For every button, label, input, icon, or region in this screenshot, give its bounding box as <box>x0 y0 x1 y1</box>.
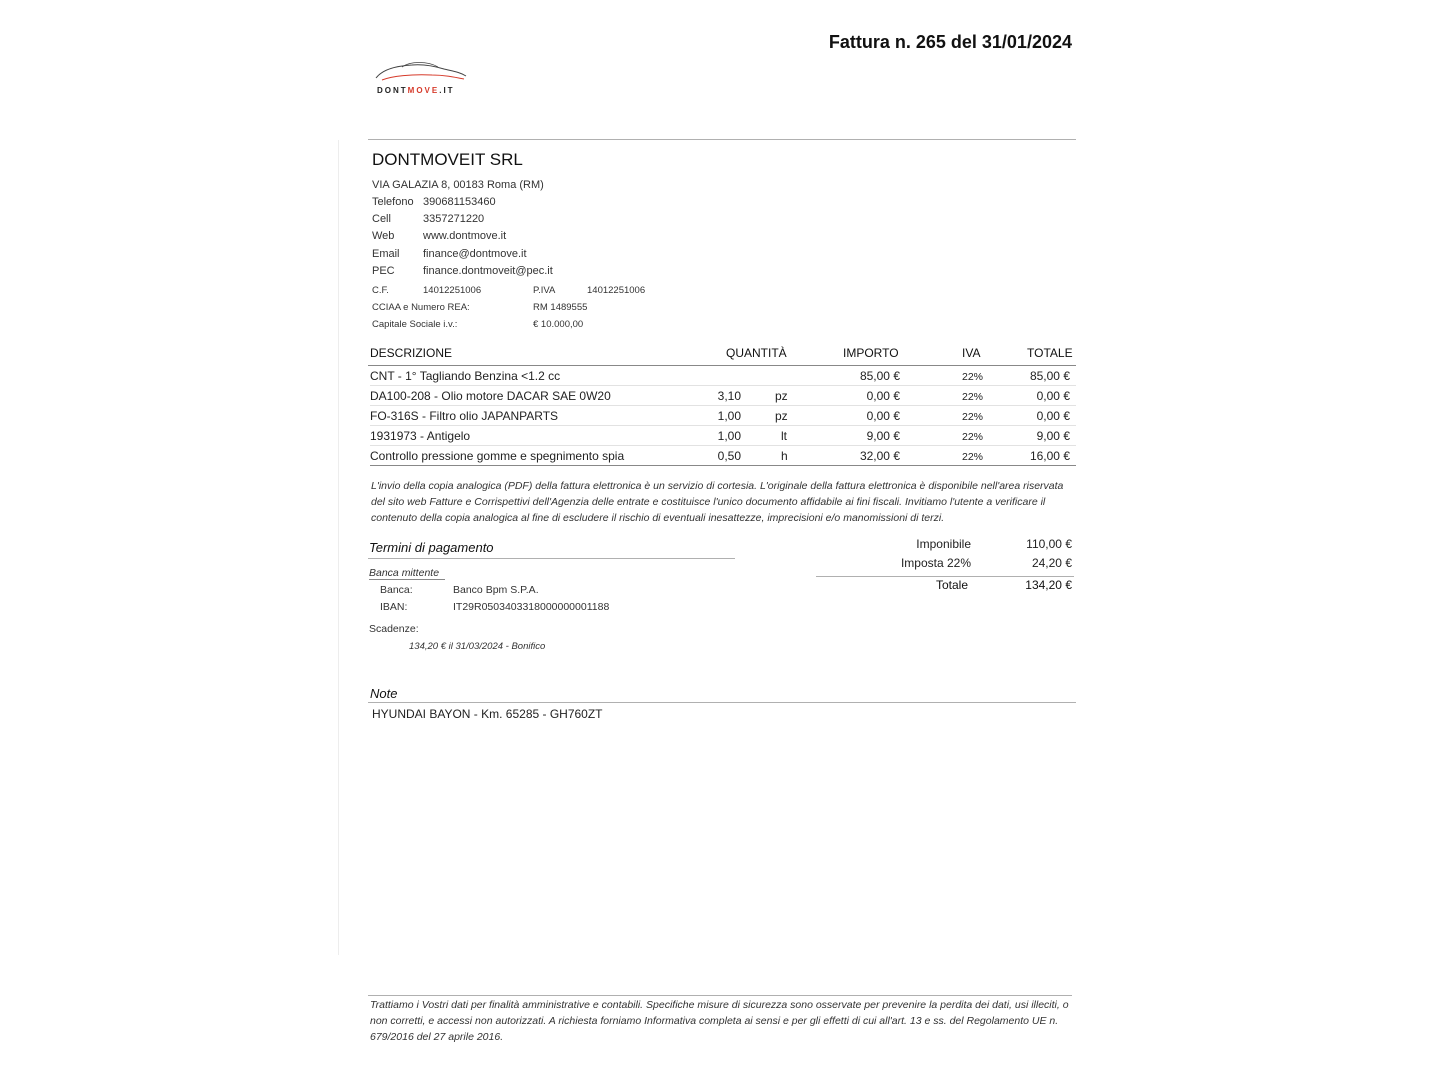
item-unit: pz <box>775 409 788 423</box>
item-iva: 22% <box>962 431 984 443</box>
bank-label: Banca: <box>380 584 413 596</box>
privacy-footer: Trattiamo i Vostri dati per finalità amministrative e contabili. Specifiche misure di sicurezza sono osservate per prevenire la perdita dei dati, usi illeciti, o non corretti, e accessi non autorizzati. A richiesta forniamo Informativa completa ai sensi e per gli effetti di cui all'art. 13 e ss. del Regolamento UE n. 679/2016 del 27 aprile 2016. <box>370 999 1069 1043</box>
company-address: VIA GALAZIA 8, 00183 Roma (RM) <box>372 179 544 191</box>
item-quantity: 1,00 <box>717 409 741 423</box>
contact-label: Web <box>372 230 395 242</box>
item-importo: 0,00 € <box>866 389 900 403</box>
imponibile-value: 110,00 € <box>1026 537 1072 551</box>
item-description: 1931973 - Antigelo <box>370 429 471 443</box>
rea-value: RM 1489555 <box>533 302 588 313</box>
item-importo: 32,00 € <box>859 449 900 463</box>
item-description: Controllo pressione gomme e spegnimento spia <box>370 449 625 463</box>
capitale-value: € 10.000,00 <box>533 319 584 330</box>
contact-label: PEC <box>372 265 395 277</box>
item-totale: 85,00 € <box>1029 369 1070 383</box>
item-iva: 22% <box>962 411 984 423</box>
table-row <box>370 386 1076 406</box>
contact-pec-link[interactable]: finance.dontmoveit@pec.it <box>423 265 553 277</box>
item-importo: 0,00 € <box>866 409 900 423</box>
item-iva: 22% <box>962 371 984 383</box>
header-quantita: QUANTITÀ <box>726 346 787 360</box>
table-row <box>370 366 1076 386</box>
invoice-title: Fattura n. 265 del 31/01/2024 <box>828 32 1072 52</box>
contact-cell: 3357271220 <box>423 213 485 225</box>
item-unit: pz <box>775 389 788 403</box>
imponibile-label: Imponibile <box>916 537 971 551</box>
contact-label: Cell <box>372 213 391 225</box>
bank-value: Banco Bpm S.P.A. <box>453 584 539 596</box>
table-row <box>370 406 1076 426</box>
header-iva: IVA <box>962 346 981 360</box>
contact-label: Email <box>372 248 400 260</box>
item-totale: 9,00 € <box>1036 429 1070 443</box>
cf-value: 14012251006 <box>423 285 482 296</box>
cf-label: C.F. <box>372 285 389 296</box>
item-description: DA100-208 - Olio motore DACAR SAE 0W20 <box>370 389 611 403</box>
item-totale: 16,00 € <box>1029 449 1070 463</box>
header-totale: TOTALE <box>1027 346 1073 360</box>
iban-value: IT29R0503403318000000001188 <box>453 601 610 613</box>
contact-label: Telefono <box>372 196 414 208</box>
notes-title: Note <box>370 686 398 701</box>
header-importo: IMPORTO <box>843 346 899 360</box>
item-description: CNT - 1° Tagliando Benzina <1.2 cc <box>370 369 561 383</box>
pdf-disclaimer: L'invio della copia analogica (PDF) della fattura elettronica è un servizio di cortesia. L'originale della fattura elettronica è disponibile nell'area riservata del sito web Fatture e Corrispettivi dell'Agenzia delle entrate e costituisce l'unico documento affidabile ai fini fiscali. Invitiamo l'utente a verificare il contenuto della copia analogica al fine di escludere il rischio di eventuali inesattezze, imprecisioni e/o manomissioni di terzi. <box>371 480 1064 524</box>
scadenze-value: 134,20 € il 31/03/2024 - Bonifico <box>409 641 546 652</box>
rea-label: CCIAA e Numero REA: <box>372 302 470 313</box>
scadenze-label: Scadenze: <box>369 623 419 635</box>
company-logo <box>372 56 472 100</box>
imposta-label: Imposta 22% <box>900 556 971 570</box>
item-description: FO-316S - Filtro olio JAPANPARTS <box>370 409 559 423</box>
totale-value: 134,20 € <box>1025 578 1072 592</box>
item-iva: 22% <box>962 391 984 403</box>
item-unit: lt <box>781 429 787 443</box>
item-quantity: 3,10 <box>717 389 741 403</box>
payment-terms-divider <box>368 558 735 559</box>
item-importo: 85,00 € <box>859 369 900 383</box>
item-quantity: 1,00 <box>717 429 741 443</box>
item-iva: 22% <box>962 451 984 463</box>
header-divider <box>368 139 1076 140</box>
header-descrizione: DESCRIZIONE <box>370 346 453 360</box>
footer-divider <box>368 995 1072 996</box>
piva-value: 14012251006 <box>587 285 646 296</box>
item-totale: 0,00 € <box>1036 409 1070 423</box>
car-silhouette-icon <box>372 56 472 86</box>
table-row <box>370 426 1076 446</box>
notes-divider <box>368 702 1076 703</box>
iban-label: IBAN: <box>380 601 408 613</box>
item-unit: h <box>781 449 788 463</box>
company-name: DONTMOVEIT SRL <box>372 150 523 169</box>
table-row <box>370 446 1076 466</box>
logo-wordmark: DONTMOVE.IT <box>377 86 455 95</box>
capitale-label: Capitale Sociale i.v.: <box>372 319 458 330</box>
item-quantity: 0,50 <box>717 449 741 463</box>
payment-terms-title: Termini di pagamento <box>369 540 494 555</box>
bank-section-label: Banca mittente <box>369 567 445 580</box>
piva-label: P.IVA <box>533 285 556 296</box>
imposta-value: 24,20 € <box>1031 556 1072 570</box>
notes-text: HYUNDAI BAYON - Km. 65285 - GH760ZT <box>372 707 603 721</box>
summary-divider <box>816 576 1074 577</box>
page-margin-line <box>338 140 339 955</box>
contact-phone: 390681153460 <box>423 196 496 208</box>
contact-web-link[interactable]: www.dontmove.it <box>423 230 507 242</box>
item-totale: 0,00 € <box>1036 389 1070 403</box>
item-importo: 9,00 € <box>866 429 900 443</box>
contact-email-link[interactable]: finance@dontmove.it <box>423 248 527 260</box>
totale-label: Totale <box>935 578 968 592</box>
